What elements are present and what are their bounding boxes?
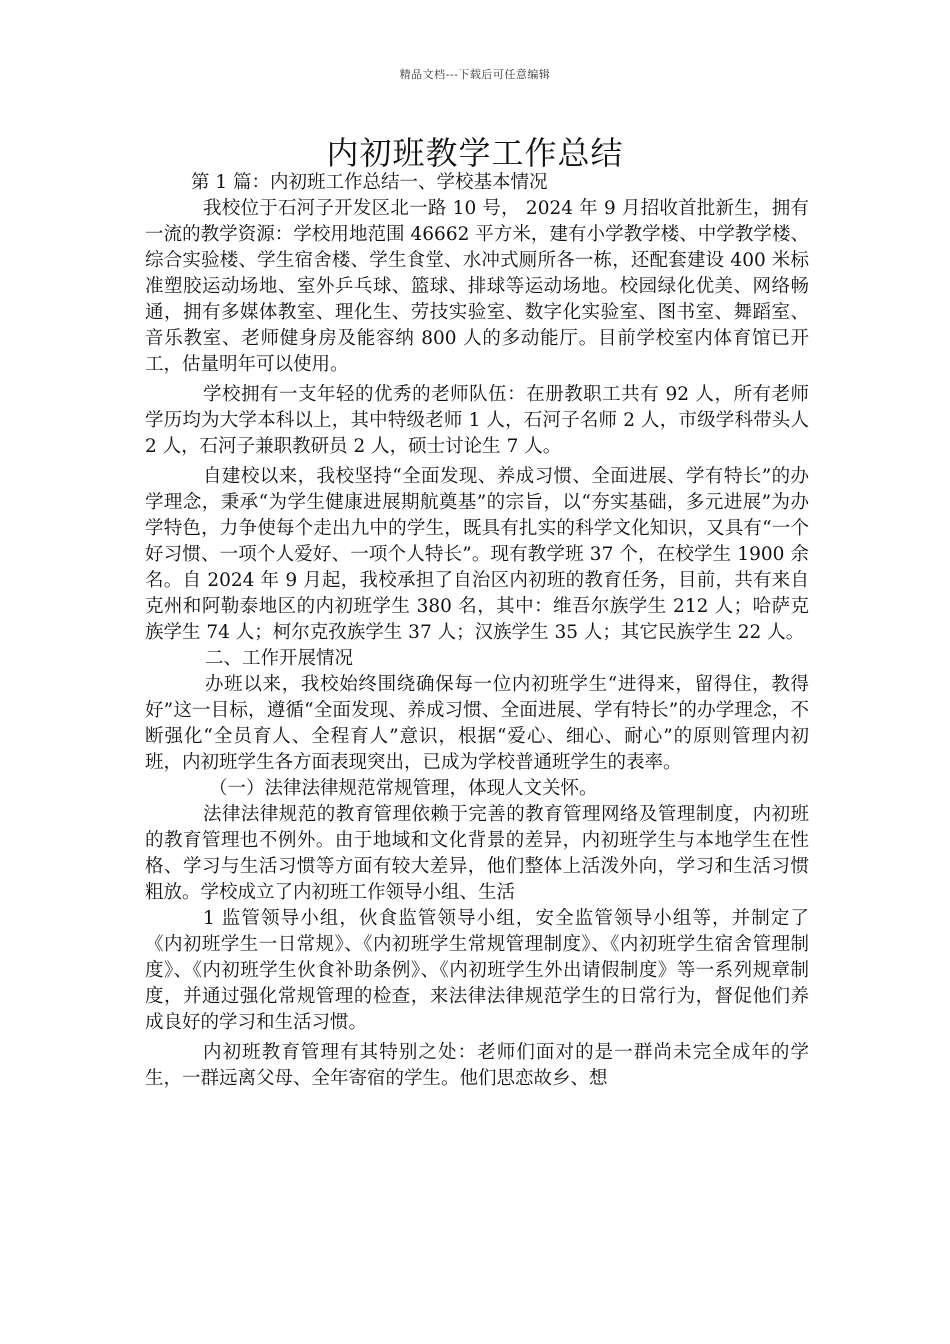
paragraph-special-management: 内初班教育管理有其特别之处：老师们面对的是一群尚未完全成年的学生，一群远离父母、全年寄宿的学生。他们思恋故乡、想 (145, 1042, 809, 1089)
document-body (145, 170, 809, 1092)
page-header-note: 精品文档---下载后可任意编辑 (399, 68, 551, 81)
paragraph-school-location: 我校位于石河子开发区北一路 10 号， 2024 年 9 月招收首批新生，拥有一流的教学资源：学校用地范围 46662 平方米，建有小学教学楼、中学教学楼、综合实验楼、学生宿舍楼、学生食堂、水冲式厕所各一栋，还配套建设 400 米标准塑胶运动场地、室外乒乓球、篮球、排球等运动场地。校园绿化优美、网络畅通，拥有多媒体教室、理化生、劳技实验室、数字化实验室、图书室、舞蹈室、音乐教室、老师健身房及能容纳 800 人的多动能厅。目前学校室内体育馆已开工，估量明年可以使用。 (145, 198, 809, 375)
document-title: 内初班教学工作总结 (326, 134, 624, 172)
paragraph-teacher-team: 学校拥有一支年轻的优秀的老师队伍：在册教职工共有 92 人，所有老师学历均为大学本科以上，其中特级老师 1 人，石河子名师 2 人，市级学科带头人 2 人，石河子兼职教研员 2 人，硕士讨论生 7 人。 (145, 384, 809, 457)
subsection-heading-1: （一）法律法律规范常规管理，体现人文关怀。 (209, 778, 598, 799)
section-heading-2: 二、工作开展情况 (205, 648, 354, 669)
paragraph-management-rules: 1 监管领导小组，伙食监管领导小组，安全监管领导小组等，并制定了《内初班学生一日常规》、《内初班学生常规管理制度》、《内初班学生宿舍管理制度》、《内初班学生伙食补助条例》、《内初班学生外出请假制度》等一系列规章制度，并通过强化常规管理的检查，来法律法律规范学生的日常行为，督促他们养成良好的学习和生活习惯。 (145, 908, 809, 1033)
paragraph-work-overview: 办班以来，我校始终围绕确保每一位内初班学生“进得来，留得住，教得好”这一目标，遵循“全面发现、养成习惯、全面进展、学有特长”的办学理念，不断强化“全员育人、全程育人”意识，根据“爱心、细心、耐心”的原则管理内初班，内初班学生各方面表现突出，已成为学校普通班学生的表率。 (145, 674, 809, 773)
paragraph-school-philosophy: 自建校以来，我校坚持“全面发现、养成习惯、全面进展、学有特长”的办学理念，秉承“为学生健康进展期航奠基”的宗旨，以“夯实基础，多元进展”为办学特色，力争使每个走出九中的学生，既具有扎实的科学文化知识，又具有“一个好习惯、一项个人爱好、一项个人特长”。现有教学班 37 个，在校学生 1900 余名。自 2024 年 9 月起，我校承担了自治区内初班的教育任务，目前，共有来自克州和阿勒泰地区的内初班学生 380 名，其中：维吾尔族学生 212 人；哈萨克族学生 74 人；柯尔克孜族学生 37 人；汉族学生 35 人；其它民族学生 22 人。 (145, 466, 809, 643)
section-heading-1: 第 1 篇：内初班工作总结一、学校基本情况 (191, 172, 548, 193)
paragraph-regulations: 法律法律规范的教育管理依赖于完善的教育管理网络及管理制度，内初班的教育管理也不例外。由于地域和文化背景的差异，内初班学生与本地学生在性格、学习与生活习惯等方面有较大差异，他们整体上活泼外向，学习和生活习惯粗放。学校成立了内初班工作领导小组、生活 (145, 804, 809, 903)
